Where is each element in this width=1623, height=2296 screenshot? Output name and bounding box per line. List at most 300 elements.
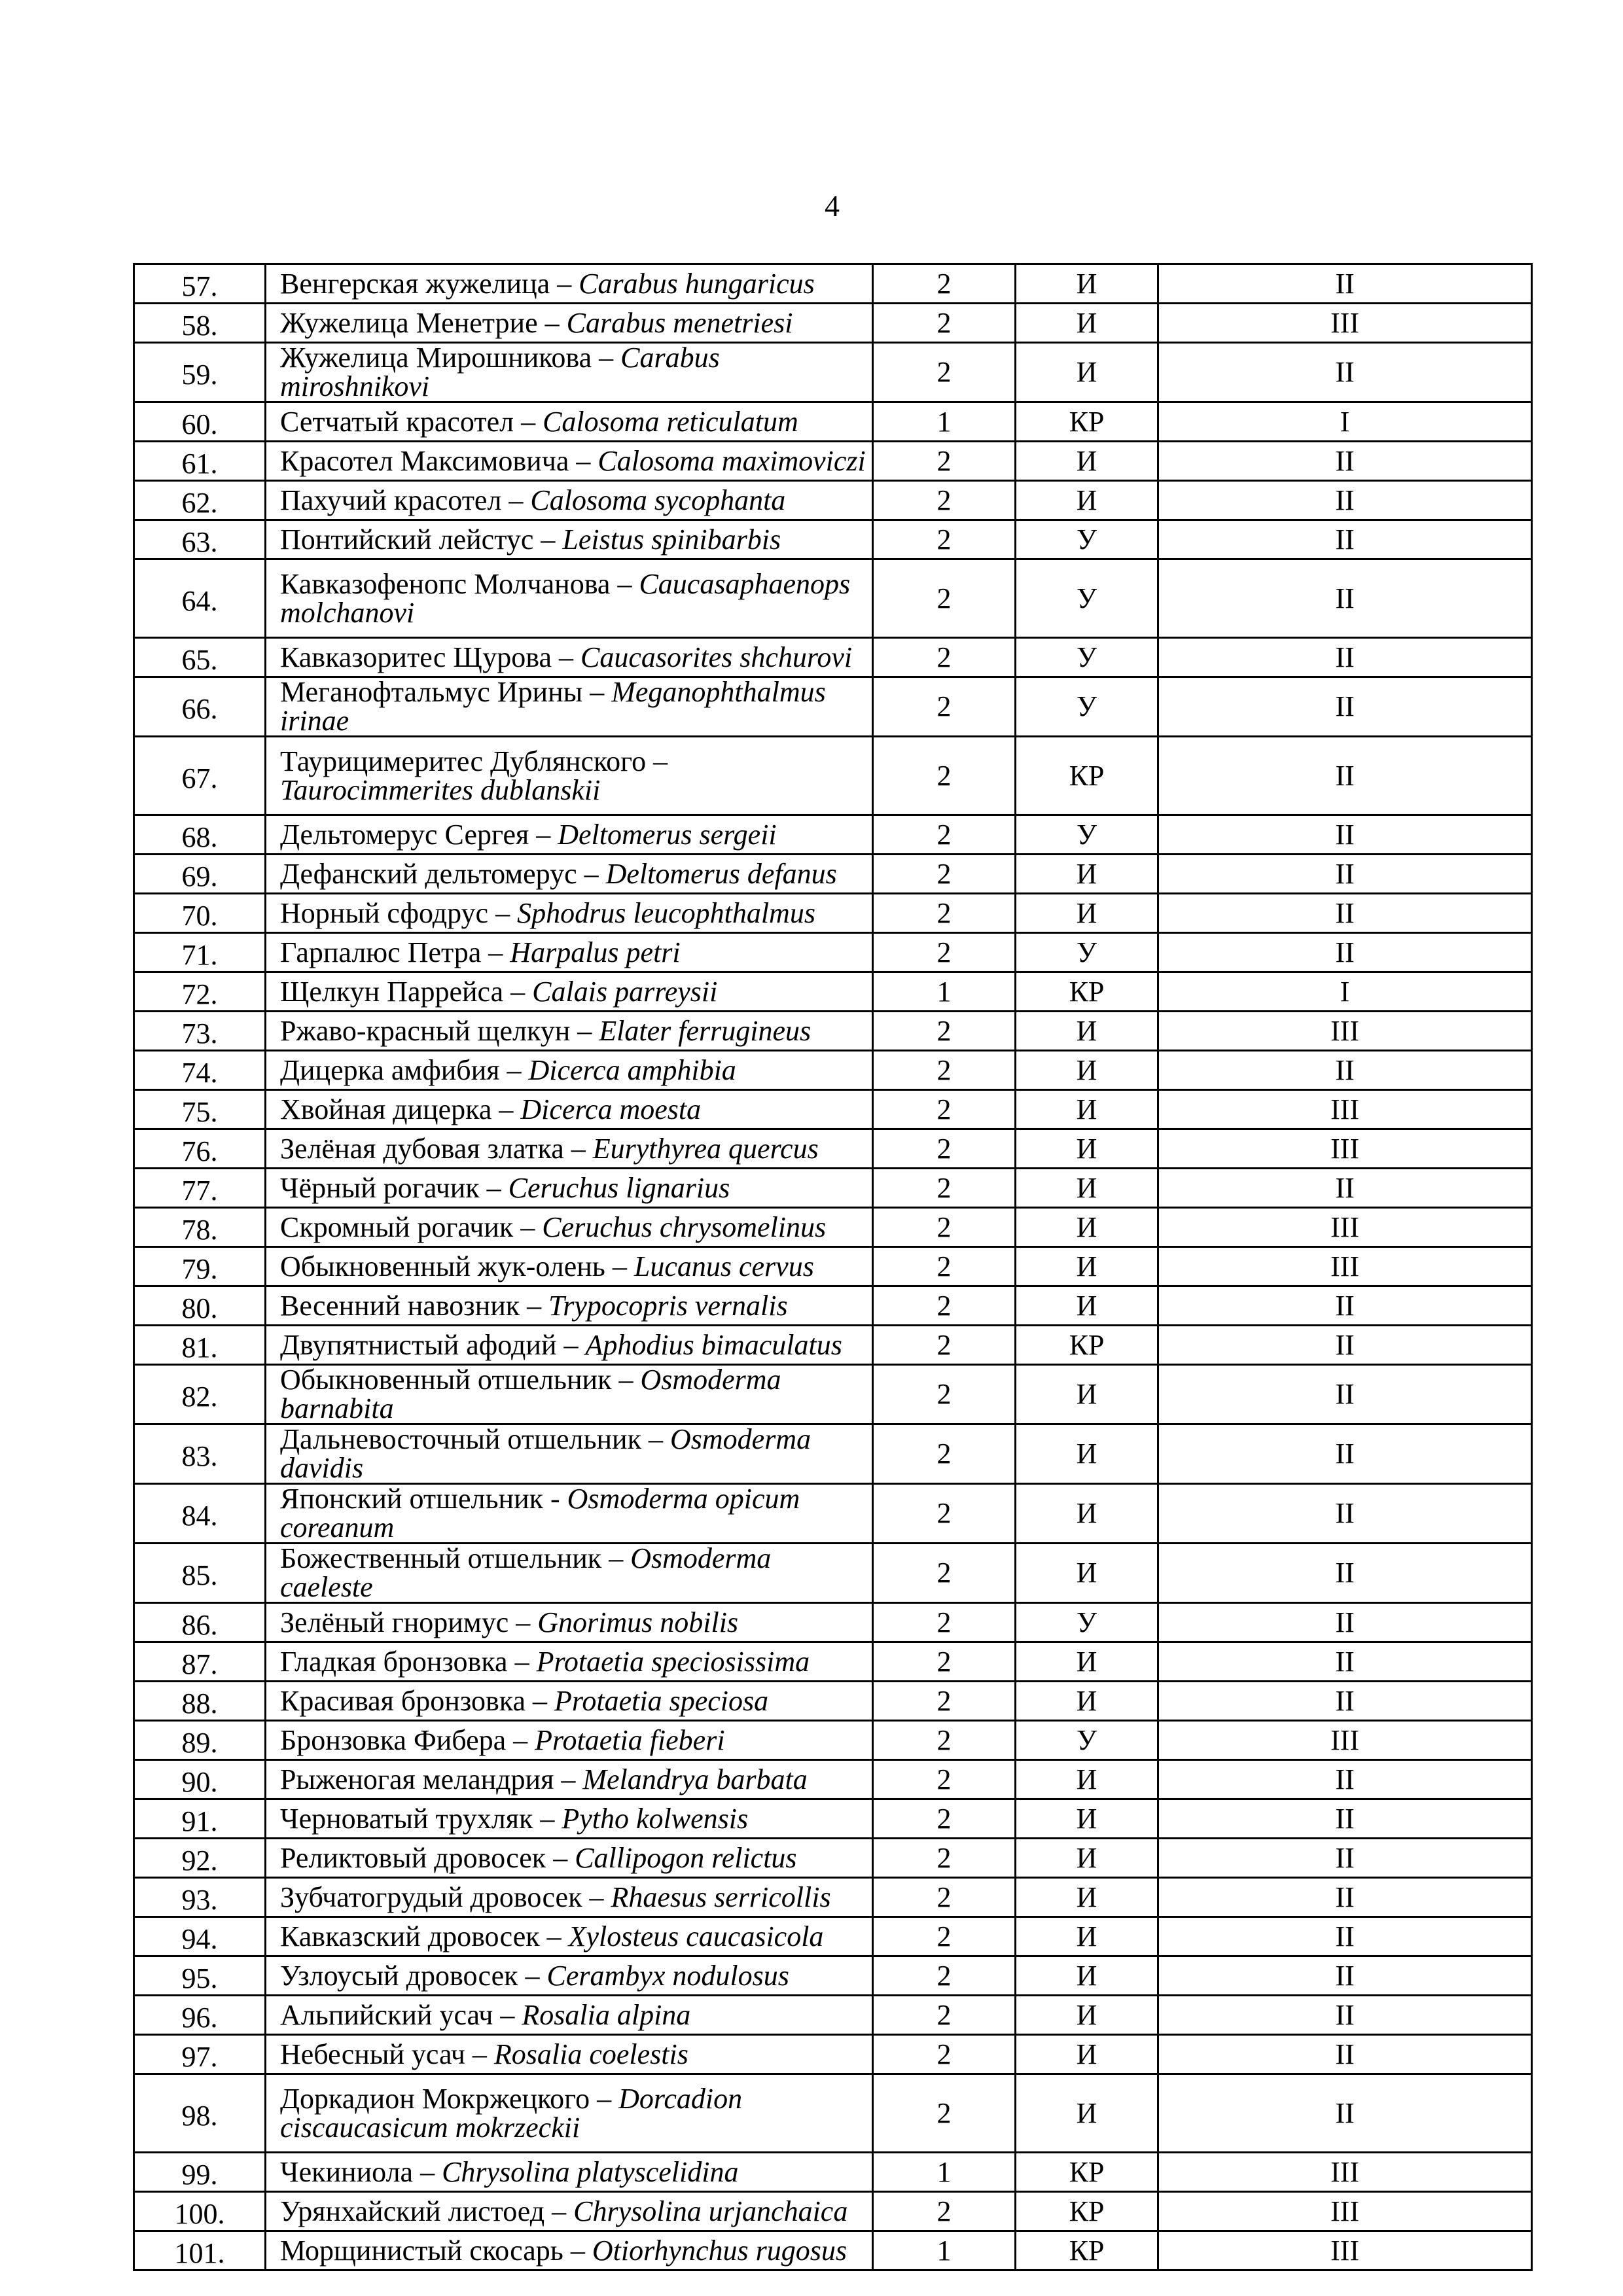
- status-cell: [1016, 343, 1158, 402]
- status-value: И: [1076, 1959, 1097, 1992]
- name-separator: –: [590, 2082, 619, 2115]
- rank-value: III: [1330, 2234, 1359, 2267]
- rank-value: II: [1335, 690, 1355, 722]
- russian-name: Узлоусый дровосек: [280, 1959, 518, 1992]
- category-value: 2: [936, 759, 952, 792]
- table-row: [134, 1996, 1532, 2035]
- species-name-cell: [266, 559, 873, 638]
- status-value: И: [1076, 306, 1097, 339]
- rank-cell: [1158, 1799, 1532, 1839]
- name-separator: –: [641, 1423, 670, 1455]
- row-number-cell: [134, 481, 266, 520]
- category-value: 2: [936, 1998, 952, 2031]
- latin-name: Deltomerus defanus: [605, 857, 837, 890]
- rank-cell: [1158, 972, 1532, 1012]
- russian-name: Обыкновенный жук-олень: [280, 1250, 605, 1282]
- russian-name: Гладкая бронзовка: [280, 1645, 508, 1678]
- category-cell: [873, 1090, 1016, 1129]
- table-row: [134, 481, 1532, 520]
- category-cell: [873, 933, 1016, 972]
- species-name-cell: [266, 2192, 873, 2231]
- rank-value: II: [1335, 1959, 1355, 1992]
- russian-name: Чекиниола: [280, 2155, 414, 2188]
- latin-name: Sphodrus leucophthalmus: [517, 896, 815, 929]
- status-value: И: [1076, 1438, 1097, 1470]
- category-value: 2: [936, 1289, 952, 1322]
- row-number: 63.: [181, 525, 218, 558]
- table-row: [134, 1247, 1532, 1286]
- table-row: [134, 2074, 1532, 2153]
- category-cell: [873, 1247, 1016, 1286]
- status-cell: [1016, 1996, 1158, 2035]
- status-cell: [1016, 1642, 1158, 1682]
- rank-cell: [1158, 2074, 1532, 2153]
- status-value: И: [1076, 1132, 1097, 1165]
- rank-value: II: [1335, 523, 1355, 556]
- latin-name: Osmoderma barnabita: [280, 1364, 781, 1424]
- rank-cell: [1158, 1996, 1532, 2035]
- category-cell: [873, 1286, 1016, 1326]
- status-cell: [1016, 1839, 1158, 1878]
- name-separator: –: [539, 1920, 569, 1952]
- table-row: [134, 343, 1532, 402]
- category-value: 1: [936, 2234, 952, 2267]
- status-cell: [1016, 2231, 1158, 2270]
- table-row: [134, 933, 1532, 972]
- category-cell: [873, 1326, 1016, 1365]
- rank-value: III: [1330, 2155, 1359, 2188]
- status-value: КР: [1069, 975, 1105, 1008]
- category-value: 2: [936, 2096, 952, 2129]
- species-name-cell: [266, 264, 873, 304]
- name-separator: –: [592, 342, 621, 374]
- row-number-cell: [134, 2074, 266, 2153]
- species-name-cell: [266, 933, 873, 972]
- category-cell: [873, 2074, 1016, 2153]
- row-number: 79.: [181, 1252, 218, 1285]
- latin-name: Chrysolina urjanchaica: [573, 2195, 848, 2227]
- category-cell: [873, 1544, 1016, 1603]
- species-name-cell: [266, 1326, 873, 1365]
- species-name-cell: [266, 1090, 873, 1129]
- name-separator: –: [577, 857, 606, 890]
- table-row: [134, 1917, 1532, 1956]
- latin-name: Caucasaphaenops molchanovi: [280, 567, 851, 629]
- table-row: [134, 1603, 1532, 1642]
- name-separator: –: [529, 818, 558, 851]
- species-name-cell: [266, 2035, 873, 2074]
- species-name-cell: [266, 1642, 873, 1682]
- rank-cell: [1158, 1424, 1532, 1484]
- category-cell: [873, 1129, 1016, 1169]
- rank-cell: [1158, 2192, 1532, 2231]
- status-cell: [1016, 1247, 1158, 1286]
- row-number-cell: [134, 972, 266, 1012]
- rank-value: II: [1335, 896, 1355, 929]
- name-separator: –: [413, 2155, 442, 2188]
- status-value: У: [1076, 818, 1097, 851]
- status-value: И: [1076, 1841, 1097, 1874]
- category-cell: [873, 559, 1016, 638]
- name-separator: –: [481, 936, 510, 968]
- row-number: 60.: [181, 408, 218, 440]
- category-value: 2: [936, 1250, 952, 1282]
- status-value: У: [1076, 1723, 1097, 1756]
- category-cell: [873, 1996, 1016, 2035]
- russian-name: Божественный отшельник: [280, 1542, 602, 1574]
- category-value: 2: [936, 1378, 952, 1410]
- category-cell: [873, 520, 1016, 559]
- status-value: И: [1076, 1920, 1097, 1952]
- category-cell: [873, 2231, 1016, 2270]
- category-cell: [873, 2192, 1016, 2231]
- status-value: И: [1076, 1802, 1097, 1835]
- table-row: [134, 1365, 1532, 1424]
- rank-cell: [1158, 481, 1532, 520]
- row-number: 91.: [181, 1805, 218, 1837]
- category-cell: [873, 1760, 1016, 1799]
- rank-cell: [1158, 343, 1532, 402]
- status-cell: [1016, 2074, 1158, 2153]
- species-name-cell: [266, 737, 873, 815]
- rank-value: II: [1335, 1557, 1355, 1589]
- species-name-cell: [266, 1799, 873, 1839]
- latin-name: Chrysolina platyscelidina: [442, 2155, 739, 2188]
- status-value: И: [1076, 267, 1097, 300]
- category-cell: [873, 481, 1016, 520]
- row-number-cell: [134, 894, 266, 933]
- latin-name: Osmoderma opicum coreanum: [280, 1483, 800, 1544]
- russian-name: Сетчатый красотел: [280, 405, 514, 438]
- row-number: 101.: [174, 2236, 225, 2269]
- table-row: [134, 559, 1532, 638]
- row-number-cell: [134, 1484, 266, 1544]
- row-number: 93.: [181, 1883, 218, 1916]
- name-separator: –: [552, 641, 581, 673]
- row-number-cell: [134, 559, 266, 638]
- russian-name: Чёрный рогачик: [280, 1171, 480, 1204]
- latin-name: Protaetia fieberi: [535, 1723, 725, 1756]
- rank-cell: [1158, 1484, 1532, 1544]
- category-cell: [873, 1365, 1016, 1424]
- row-number: 82.: [181, 1381, 218, 1413]
- table-row: [134, 855, 1532, 894]
- name-separator: –: [508, 1606, 538, 1638]
- row-number-cell: [134, 933, 266, 972]
- rank-value: II: [1335, 1289, 1355, 1322]
- latin-name: Cerambyx nodulosus: [546, 1959, 789, 1992]
- status-value: У: [1076, 1606, 1097, 1638]
- row-number: 65.: [181, 643, 218, 676]
- status-value: И: [1076, 1557, 1097, 1589]
- russian-name: Понтийский лейстус: [280, 523, 534, 556]
- name-separator: –: [610, 567, 639, 600]
- status-value: У: [1076, 523, 1097, 556]
- status-value: И: [1076, 896, 1097, 929]
- name-separator: –: [518, 1959, 547, 1992]
- species-name-cell: [266, 1012, 873, 1051]
- rank-cell: [1158, 520, 1532, 559]
- category-value: 2: [936, 2195, 952, 2227]
- row-number-cell: [134, 1603, 266, 1642]
- rank-value: II: [1335, 1171, 1355, 1204]
- row-number: 96.: [181, 2001, 218, 2034]
- row-number: 84.: [181, 1500, 218, 1532]
- rank-cell: [1158, 1544, 1532, 1603]
- category-cell: [873, 737, 1016, 815]
- latin-name: Protaetia speciosa: [554, 1684, 769, 1717]
- russian-name: Доркадион Мокржецкого: [280, 2082, 590, 2115]
- species-table: [133, 263, 1533, 2271]
- rank-cell: [1158, 1603, 1532, 1642]
- row-number-cell: [134, 855, 266, 894]
- table-row: [134, 1839, 1532, 1878]
- row-number-cell: [134, 1129, 266, 1169]
- species-name-cell: [266, 402, 873, 442]
- row-number-cell: [134, 1642, 266, 1682]
- category-value: 2: [936, 2038, 952, 2070]
- status-value: И: [1076, 1014, 1097, 1047]
- category-value: 1: [936, 2155, 952, 2188]
- row-number-cell: [134, 737, 266, 815]
- rank-value: II: [1335, 582, 1355, 614]
- category-value: 2: [936, 896, 952, 929]
- status-cell: [1016, 1208, 1158, 1247]
- rank-value: II: [1335, 2038, 1355, 2070]
- rank-value: III: [1330, 2195, 1359, 2227]
- row-number: 95.: [181, 1962, 218, 1994]
- name-separator: –: [537, 306, 567, 339]
- category-cell: [873, 2035, 1016, 2074]
- latin-name: Carabus hungaricus: [579, 267, 815, 300]
- status-value: КР: [1069, 2155, 1105, 2188]
- russian-name: Красивая бронзовка: [280, 1684, 526, 1717]
- rank-cell: [1158, 737, 1532, 815]
- category-cell: [873, 638, 1016, 677]
- table-row: [134, 1721, 1532, 1760]
- species-name-cell: [266, 1544, 873, 1603]
- status-cell: [1016, 402, 1158, 442]
- rank-value: II: [1335, 1053, 1355, 1086]
- row-number: 57.: [181, 270, 218, 302]
- rank-value: II: [1335, 818, 1355, 851]
- row-number-cell: [134, 264, 266, 304]
- russian-name: Рыженогая меландрия: [280, 1763, 554, 1795]
- category-value: 2: [936, 1684, 952, 1717]
- status-value: И: [1076, 2038, 1097, 2070]
- row-number: 74.: [181, 1056, 218, 1089]
- status-value: И: [1076, 1053, 1097, 1086]
- status-cell: [1016, 1917, 1158, 1956]
- russian-name: Японский отшельник: [280, 1483, 543, 1515]
- category-cell: [873, 1682, 1016, 1721]
- rank-cell: [1158, 2231, 1532, 2270]
- table-row: [134, 638, 1532, 677]
- table-row: [134, 520, 1532, 559]
- species-name-cell: [266, 1917, 873, 1956]
- species-name-cell: [266, 1603, 873, 1642]
- rank-value: II: [1335, 1378, 1355, 1410]
- category-cell: [873, 815, 1016, 855]
- status-value: У: [1076, 690, 1097, 722]
- category-cell: [873, 264, 1016, 304]
- status-value: И: [1076, 1093, 1097, 1125]
- rank-value: II: [1335, 1497, 1355, 1529]
- russian-name: Меганофтальмус Ирины: [280, 676, 583, 708]
- rank-cell: [1158, 1286, 1532, 1326]
- rank-cell: [1158, 855, 1532, 894]
- rank-value: II: [1335, 1841, 1355, 1874]
- row-number-cell: [134, 2035, 266, 2074]
- rank-value: II: [1335, 1606, 1355, 1638]
- category-cell: [873, 1169, 1016, 1208]
- name-separator: –: [646, 745, 668, 777]
- species-table-body: [134, 264, 1532, 2270]
- name-separator: –: [544, 2195, 574, 2227]
- status-cell: [1016, 1760, 1158, 1799]
- table-row: [134, 1760, 1532, 1799]
- table-row: [134, 1208, 1532, 1247]
- category-cell: [873, 1878, 1016, 1917]
- latin-name: Dorcadion ciscaucasicum mokrzeckii: [280, 2082, 743, 2144]
- rank-value: II: [1335, 1920, 1355, 1952]
- row-number-cell: [134, 442, 266, 481]
- table-row: [134, 894, 1532, 933]
- row-number: 73.: [181, 1017, 218, 1050]
- latin-name: Calais parreysii: [532, 975, 718, 1008]
- rank-value: II: [1335, 267, 1355, 300]
- rank-cell: [1158, 1760, 1532, 1799]
- row-number: 59.: [181, 359, 218, 391]
- status-value: КР: [1069, 405, 1105, 438]
- species-name-cell: [266, 972, 873, 1012]
- row-number: 76.: [181, 1135, 218, 1167]
- row-number-cell: [134, 1760, 266, 1799]
- row-number-cell: [134, 1799, 266, 1839]
- row-number: 83.: [181, 1440, 218, 1472]
- species-name-cell: [266, 442, 873, 481]
- status-cell: [1016, 815, 1158, 855]
- species-name-cell: [266, 1169, 873, 1208]
- table-row: [134, 1642, 1532, 1682]
- rank-value: II: [1335, 1438, 1355, 1470]
- rank-cell: [1158, 1878, 1532, 1917]
- category-value: 2: [936, 1053, 952, 1086]
- row-number: 98.: [181, 2099, 218, 2132]
- rank-cell: [1158, 894, 1532, 933]
- category-cell: [873, 1642, 1016, 1682]
- rank-value: I: [1340, 405, 1350, 438]
- rank-cell: [1158, 2035, 1532, 2074]
- latin-name: Meganophthalmus irinae: [280, 676, 826, 737]
- species-name-cell: [266, 1996, 873, 2035]
- row-number: 58.: [181, 309, 218, 342]
- latin-name: Osmoderma caeleste: [280, 1542, 772, 1603]
- russian-name: Кавказоритес Щурова: [280, 641, 552, 673]
- row-number: 94.: [181, 1922, 218, 1955]
- rank-value: II: [1335, 1328, 1355, 1361]
- latin-name: Calosoma reticulatum: [543, 405, 798, 438]
- status-cell: [1016, 1544, 1158, 1603]
- row-number-cell: [134, 1721, 266, 1760]
- species-name-cell: [266, 1129, 873, 1169]
- row-number-cell: [134, 1012, 266, 1051]
- rank-cell: [1158, 1682, 1532, 1721]
- row-number: 86.: [181, 1608, 218, 1641]
- species-name-cell: [266, 894, 873, 933]
- status-value: И: [1076, 444, 1097, 477]
- russian-name: Пахучий красотел: [280, 484, 502, 516]
- status-value: У: [1076, 936, 1097, 968]
- status-cell: [1016, 481, 1158, 520]
- row-number-cell: [134, 402, 266, 442]
- rank-value: II: [1335, 1645, 1355, 1678]
- russian-name: Дальневосточный отшельник: [280, 1423, 641, 1455]
- latin-name: Calosoma sycophanta: [530, 484, 786, 516]
- species-name-cell: [266, 1208, 873, 1247]
- name-separator: –: [582, 676, 612, 708]
- status-value: КР: [1069, 2195, 1105, 2227]
- table-row: [134, 737, 1532, 815]
- name-separator: –: [503, 975, 533, 1008]
- status-cell: [1016, 1129, 1158, 1169]
- category-cell: [873, 1484, 1016, 1544]
- rank-value: II: [1335, 857, 1355, 890]
- rank-value: III: [1330, 1210, 1359, 1243]
- russian-name: Жужелица Мирошникова: [280, 342, 592, 374]
- species-name-cell: [266, 481, 873, 520]
- row-number-cell: [134, 2231, 266, 2270]
- name-separator: –: [488, 896, 518, 929]
- row-number-cell: [134, 304, 266, 343]
- table-row: [134, 677, 1532, 737]
- row-number-cell: [134, 1169, 266, 1208]
- row-number: 88.: [181, 1687, 218, 1720]
- latin-name: Callipogon relictus: [575, 1841, 797, 1874]
- name-separator: –: [570, 1014, 599, 1047]
- category-value: 2: [936, 1171, 952, 1204]
- russian-name: Скромный рогачик: [280, 1210, 514, 1243]
- name-separator: –: [611, 1364, 641, 1396]
- status-cell: [1016, 1721, 1158, 1760]
- species-name-cell: [266, 1424, 873, 1484]
- category-cell: [873, 1603, 1016, 1642]
- category-cell: [873, 1799, 1016, 1839]
- status-cell: [1016, 559, 1158, 638]
- table-row: [134, 1090, 1532, 1129]
- page-number: 4: [825, 189, 840, 222]
- row-number: 67.: [181, 762, 218, 794]
- category-value: 2: [936, 267, 952, 300]
- row-number-cell: [134, 1208, 266, 1247]
- status-value: И: [1076, 1378, 1097, 1410]
- status-value: И: [1076, 1210, 1097, 1243]
- latin-name: Deltomerus sergeii: [558, 818, 777, 851]
- status-value: КР: [1069, 1328, 1105, 1361]
- species-name-cell: [266, 1484, 873, 1544]
- name-separator: –: [520, 1289, 549, 1322]
- row-number: 75.: [181, 1095, 218, 1128]
- status-value: И: [1076, 1998, 1097, 2031]
- status-value: КР: [1069, 2234, 1105, 2267]
- category-cell: [873, 402, 1016, 442]
- table-row: [134, 815, 1532, 855]
- name-separator: –: [605, 1250, 634, 1282]
- table-row: [134, 2035, 1532, 2074]
- category-cell: [873, 894, 1016, 933]
- rank-value: II: [1335, 641, 1355, 673]
- name-separator: –: [582, 1881, 611, 1913]
